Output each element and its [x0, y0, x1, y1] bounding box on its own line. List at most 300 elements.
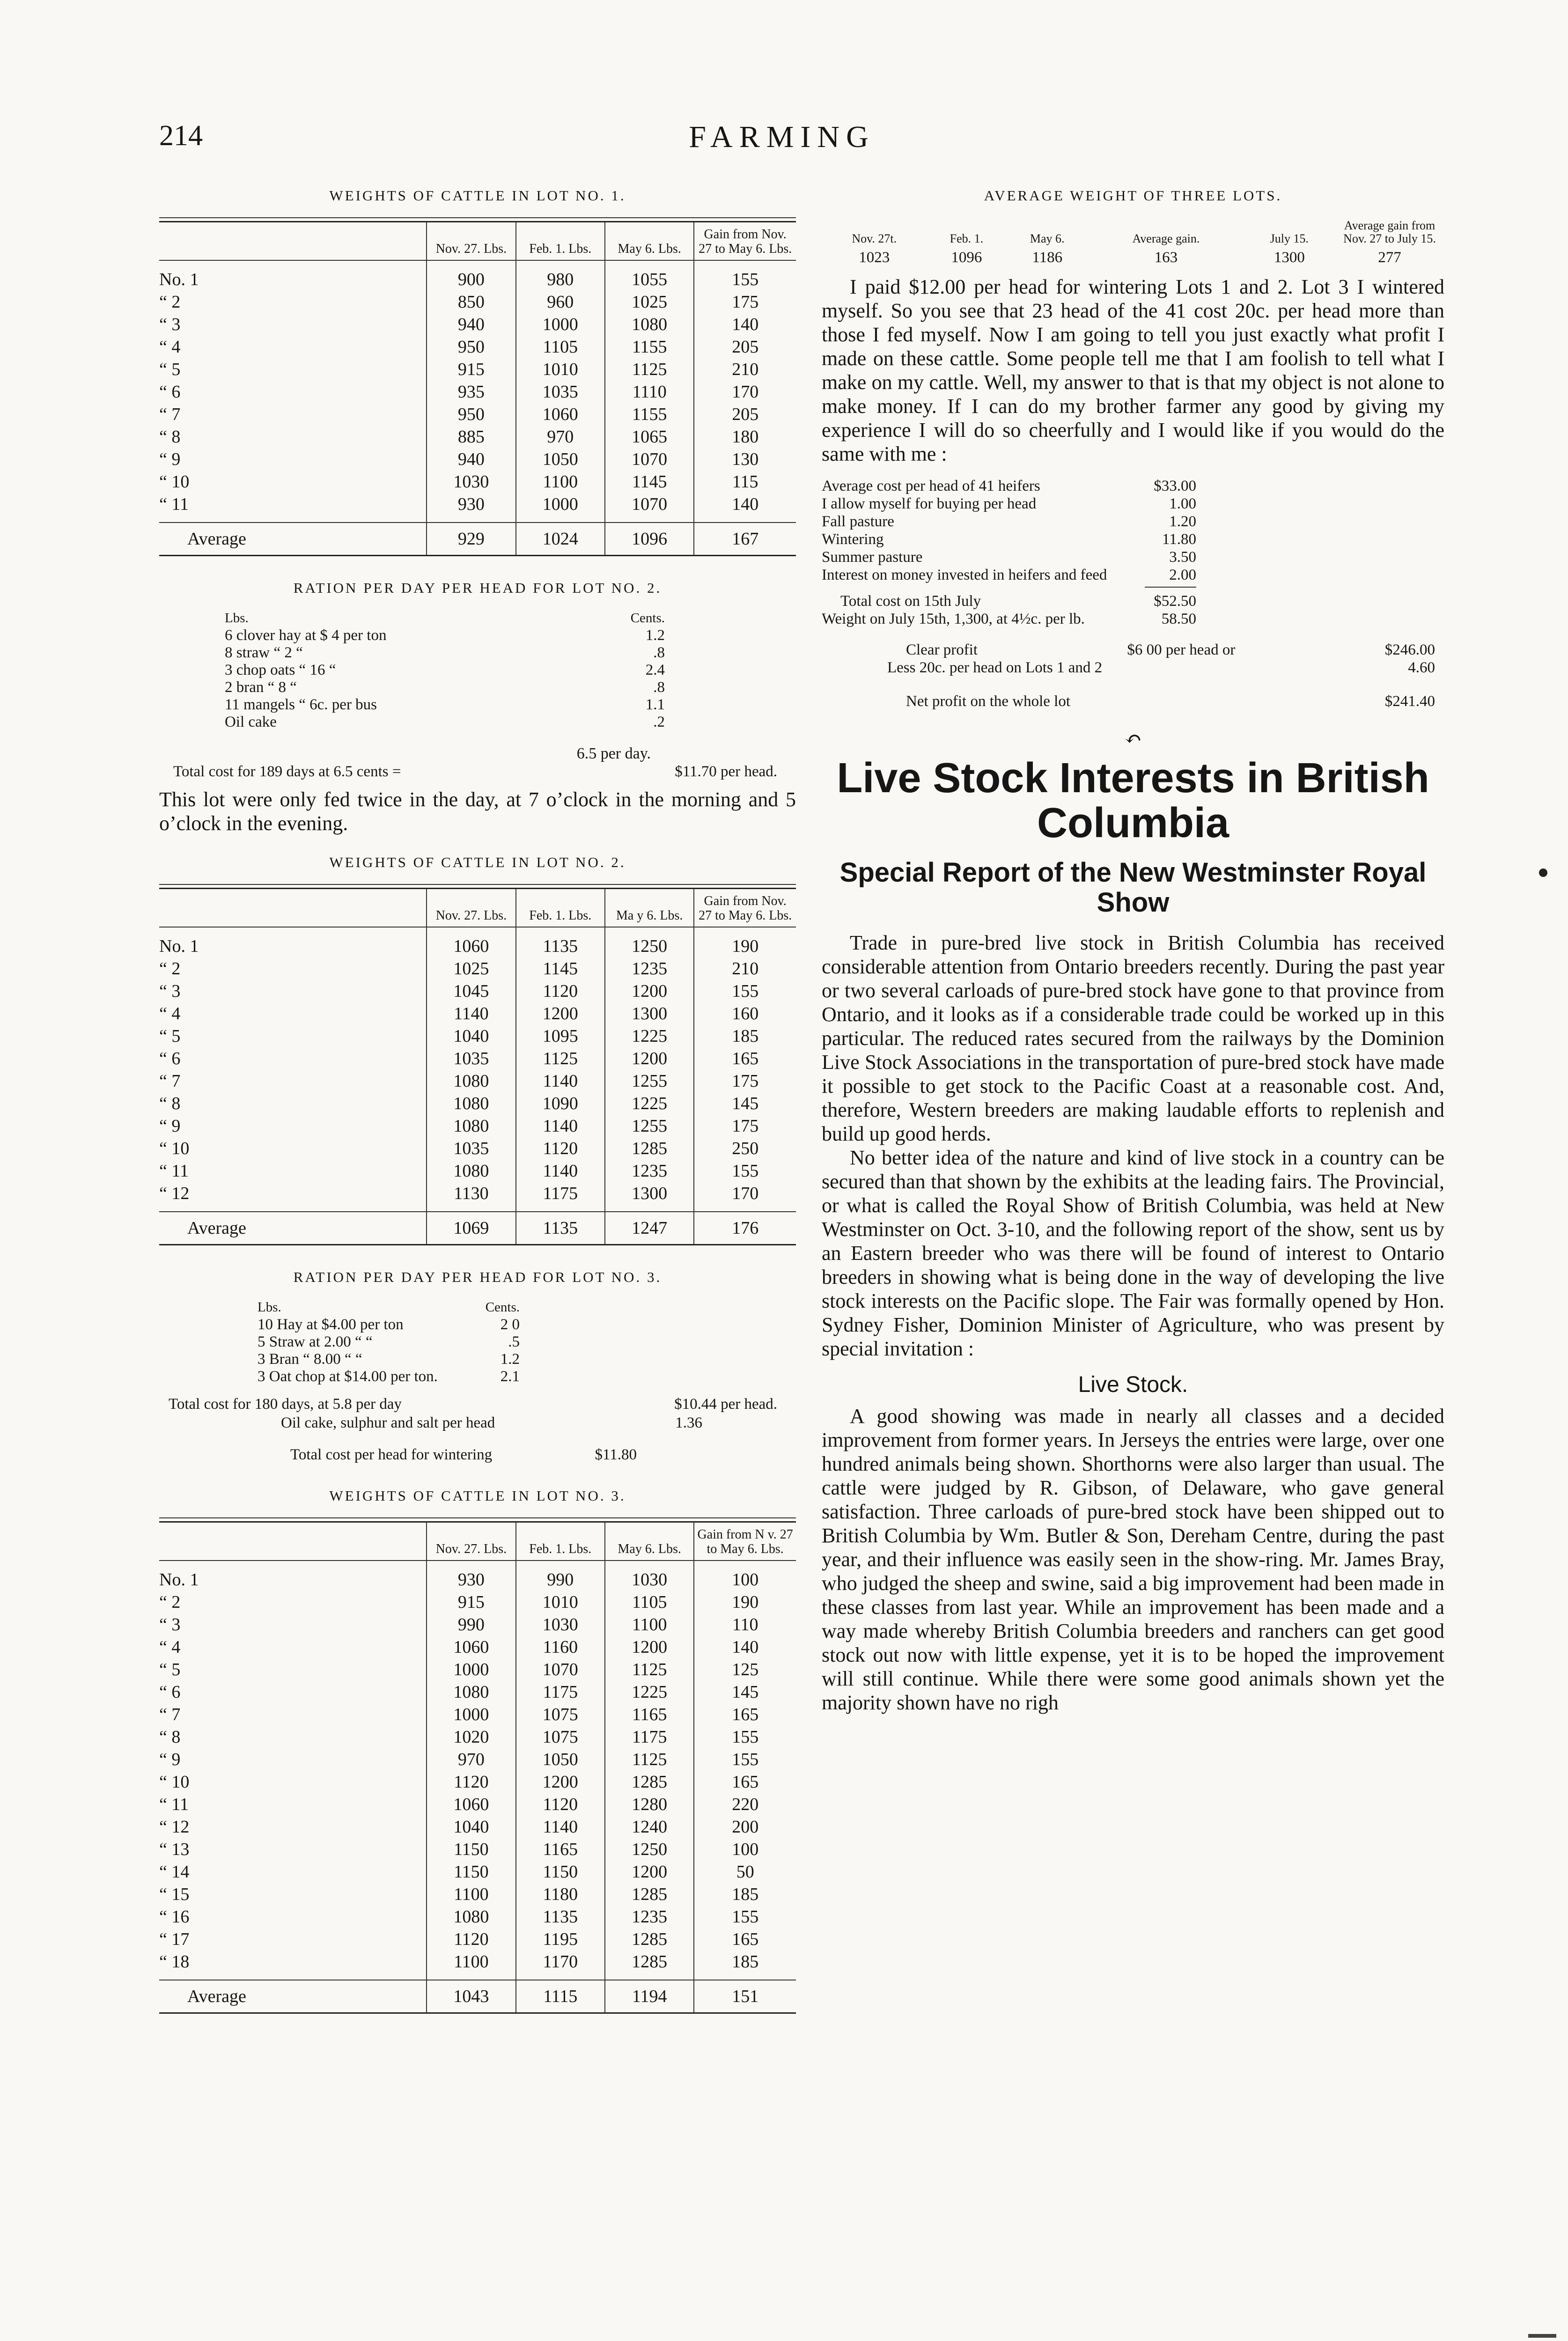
cost-value: $11.70 per head.: [675, 763, 777, 780]
weight-cell: 1030: [516, 1613, 605, 1636]
weight-cell: 220: [694, 1793, 796, 1816]
weight-cell: 185: [694, 1951, 796, 1980]
weight-cell: 1125: [605, 358, 694, 381]
table-row: [159, 291, 796, 313]
account-row: [822, 513, 1196, 530]
row-header-cell: [159, 1522, 427, 1561]
table-row: [159, 1861, 796, 1883]
weight-cell: 930: [427, 493, 515, 523]
weight-cell: 1150: [516, 1861, 605, 1883]
profit-mid: $6 00 per head or: [1127, 641, 1236, 658]
row-label: “ 8: [159, 1727, 181, 1747]
row-label: “ 12: [159, 1817, 190, 1837]
account-row: [822, 548, 1196, 566]
weight-cell: 140: [694, 1636, 796, 1658]
weight-cell: 940: [427, 313, 515, 336]
row-label: “ 13: [159, 1840, 190, 1859]
average-cell: 151: [694, 1980, 796, 2013]
account-value: 11.80: [1162, 531, 1196, 548]
weight-cell: 1010: [516, 358, 605, 381]
ration-row: [258, 1333, 520, 1351]
average-cell: 1096: [605, 523, 694, 556]
ration-head: [258, 1299, 520, 1316]
weight-cell: 1030: [427, 471, 515, 493]
table-row: [159, 260, 796, 291]
column-header: Average gain from Nov. 27 to July 15.: [1343, 219, 1436, 245]
account-item: Total cost on 15th July: [840, 593, 981, 610]
table-row: [159, 1137, 796, 1160]
ration-cents: .2: [653, 714, 665, 730]
three-lots-table: [822, 217, 1444, 268]
lot2-body: [159, 927, 796, 1212]
row-label: “ 4: [159, 1637, 181, 1657]
account-value: 1.20: [1169, 513, 1196, 530]
ration-item: 6 clover hay at $ 4 per ton: [225, 627, 387, 644]
weight-cell: 1255: [605, 1070, 694, 1092]
weight-cell: 1060: [427, 1636, 515, 1658]
ration-row: [225, 644, 665, 662]
profit-item: Less 20c. per head on Lots 1 and 2: [887, 659, 1103, 676]
weight-cell: 930: [427, 1561, 515, 1591]
table-row: [159, 381, 796, 403]
weight-cell: 1175: [516, 1681, 605, 1703]
right-column: [822, 187, 1444, 1715]
weight-cell: 1035: [516, 381, 605, 403]
average-cell: 1069: [427, 1212, 515, 1245]
column-header: May 6. Lbs.: [605, 222, 694, 261]
weight-cell: 100: [694, 1561, 796, 1591]
table-row: [159, 1703, 796, 1726]
average-cell: 1135: [516, 1212, 605, 1245]
table-row: [159, 1951, 796, 1980]
weight-cell: 950: [427, 403, 515, 426]
weight-cell: 1000: [427, 1703, 515, 1726]
row-label: “ 8: [159, 1094, 181, 1113]
value-cell: 1096: [951, 249, 982, 266]
ration2-caption: RATION PER DAY PER HEAD FOR LOT NO. 2.: [293, 580, 662, 596]
weight-cell: 1235: [605, 1906, 694, 1928]
lot1-body: [159, 260, 796, 523]
row-label: “ 10: [159, 1772, 190, 1792]
weight-cell: 1135: [516, 927, 605, 957]
weight-cell: 1165: [516, 1838, 605, 1861]
weight-cell: 1125: [516, 1047, 605, 1070]
ration-item: 5 Straw at 2.00 “ “: [258, 1333, 373, 1350]
weight-cell: 1000: [516, 313, 605, 336]
column-header: Gain from Nov. 27 to May 6. Lbs.: [694, 889, 796, 928]
column-header: Gain from Nov. 27 to May 6. Lbs.: [694, 222, 796, 261]
ration-cents: .8: [653, 644, 665, 661]
table-row: [159, 1115, 796, 1137]
clear-profit-row: [906, 641, 1435, 659]
cost-value: 1.36: [675, 1414, 702, 1431]
weight-cell: 1125: [605, 1658, 694, 1681]
lot3-table: [159, 1521, 796, 2014]
weight-cell: 935: [427, 381, 515, 403]
average-row: [159, 523, 796, 556]
weight-cell: 185: [694, 1025, 796, 1047]
cents-head: Cents.: [485, 1300, 520, 1315]
weight-cell: 1060: [427, 1793, 515, 1816]
table-rule: [159, 884, 796, 885]
sum-rule: [1145, 587, 1196, 588]
weight-cell: 1145: [605, 471, 694, 493]
account-row: [822, 530, 1196, 548]
ration-item: 8 straw “ 2 “: [225, 644, 303, 661]
weight-cell: 170: [694, 381, 796, 403]
weight-cell: 1055: [605, 260, 694, 291]
account-value: $33.00: [1154, 478, 1196, 494]
profit-value: $246.00: [1384, 641, 1435, 658]
value-cell: 1186: [1032, 249, 1063, 266]
weight-cell: 1025: [605, 291, 694, 313]
weight-cell: 1150: [427, 1861, 515, 1883]
account-item: Interest on money invested in heifers and feed: [822, 567, 1107, 583]
table-row: [159, 1658, 796, 1681]
ration-item: Oil cake: [225, 714, 277, 730]
weight-cell: 1130: [427, 1182, 515, 1212]
weight-cell: 1135: [516, 1906, 605, 1928]
row-label: “ 2: [159, 292, 181, 312]
profit-value: 4.60: [1408, 659, 1435, 676]
weight-cell: 165: [694, 1771, 796, 1793]
row-label: No. 1: [159, 1570, 199, 1590]
profit-item: Clear profit: [906, 641, 978, 658]
weight-cell: 1300: [605, 1182, 694, 1212]
table-row: [159, 1681, 796, 1703]
weight-cell: 1100: [427, 1883, 515, 1906]
cost-label: Oil cake, sulphur and salt per head: [281, 1414, 495, 1431]
column-header: Average gain.: [1132, 232, 1200, 245]
weight-cell: 190: [694, 1591, 796, 1613]
table-row: [159, 1838, 796, 1861]
cents-head: Cents.: [630, 611, 665, 626]
weight-cell: 1285: [605, 1137, 694, 1160]
three-lots-header-row: [822, 217, 1444, 247]
account-item: Average cost per head of 41 heifers: [822, 478, 1040, 494]
row-label: “ 10: [159, 1139, 190, 1158]
cost-label: Total cost for 189 days at 6.5 cents =: [173, 763, 401, 780]
weight-cell: 1095: [516, 1025, 605, 1047]
ration-item: 11 mangels “ 6c. per bus: [225, 696, 377, 713]
weight-cell: 1080: [605, 313, 694, 336]
ration-cents: 1.1: [645, 696, 665, 713]
weight-cell: 1200: [605, 980, 694, 1002]
ration-item: 3 Bran “ 8.00 “ “: [258, 1351, 362, 1368]
cost-value: $10.44 per head.: [674, 1396, 777, 1413]
ration-item: 3 Oat chop at $14.00 per ton.: [258, 1368, 438, 1385]
column-header: Nov. 27. Lbs.: [427, 222, 515, 261]
weight-cell: 1195: [516, 1928, 605, 1951]
weight-cell: 1165: [605, 1703, 694, 1726]
weight-cell: 1175: [516, 1182, 605, 1212]
table-row: [159, 358, 796, 381]
weight-cell: 155: [694, 1906, 796, 1928]
table-row: [159, 1070, 796, 1092]
weight-cell: 1025: [427, 957, 515, 980]
table-row: [159, 1002, 796, 1025]
row-label: “ 9: [159, 1750, 181, 1769]
account-value: 3.50: [1169, 549, 1196, 566]
table-header-row: [159, 222, 796, 261]
net-profit-row: [906, 692, 1435, 710]
feeding-note: This lot were only fed twice in the day, at 7 o’clock in the morning and 5 o’clock in the evening.: [159, 788, 796, 835]
value-cell: 277: [1378, 249, 1401, 266]
ration3-block: [159, 1269, 796, 1464]
ration-row: [258, 1368, 520, 1385]
weight-cell: 1100: [516, 471, 605, 493]
weight-cell: 155: [694, 260, 796, 291]
table-row: [159, 1928, 796, 1951]
row-label: “ 10: [159, 472, 190, 492]
weight-cell: 1225: [605, 1025, 694, 1047]
weight-cell: 205: [694, 403, 796, 426]
weight-cell: 1140: [516, 1816, 605, 1838]
weight-cell: 165: [694, 1928, 796, 1951]
column-header: May 6.: [1030, 232, 1065, 245]
less-row: [887, 659, 1435, 677]
weight-cell: 1200: [605, 1047, 694, 1070]
average-label: Average: [159, 1212, 427, 1245]
weight-cell: 175: [694, 1115, 796, 1137]
weight-cell: 1050: [516, 448, 605, 471]
cost-line: [281, 1413, 777, 1432]
column-header: Feb. 1. Lbs.: [516, 1522, 605, 1561]
average-label: Average: [159, 523, 427, 556]
table-rule: [159, 217, 796, 218]
ration3-total: [290, 1445, 637, 1464]
weight-cell: 1110: [605, 381, 694, 403]
weight-cell: 1070: [605, 493, 694, 523]
average-cell: 1043: [427, 1980, 515, 2013]
row-label: “ 4: [159, 1004, 181, 1023]
weight-cell: 1160: [516, 1636, 605, 1658]
table-row: [159, 313, 796, 336]
row-label: “ 4: [159, 337, 181, 357]
row-label: “ 6: [159, 1682, 181, 1702]
table-row: [159, 1636, 796, 1658]
weight-cell: 1120: [516, 1793, 605, 1816]
account-value: 58.50: [1161, 611, 1196, 627]
row-label: “ 2: [159, 1592, 181, 1612]
table-header-row: [159, 889, 796, 928]
lot3-caption: WEIGHTS OF CATTLE IN LOT NO. 3.: [329, 1487, 626, 1504]
weight-cell: 1105: [605, 1591, 694, 1613]
scan-mark: [1528, 2334, 1556, 2338]
ration3-rows: [258, 1316, 520, 1385]
ration-item: 3 chop oats “ 16 “: [225, 662, 336, 678]
row-label: “ 6: [159, 1049, 181, 1068]
weight-cell: 155: [694, 980, 796, 1002]
table-row: [159, 336, 796, 358]
column-header: Nov. 27. Lbs.: [427, 889, 515, 928]
row-label: “ 14: [159, 1862, 190, 1882]
ration-row: [225, 679, 665, 696]
weight-cell: 1200: [516, 1771, 605, 1793]
weight-cell: 900: [427, 260, 515, 291]
average-row: [159, 1212, 796, 1245]
row-label: “ 3: [159, 1615, 181, 1634]
lot1-table: [159, 221, 796, 556]
weight-cell: 210: [694, 957, 796, 980]
weight-cell: 130: [694, 448, 796, 471]
weight-cell: 1100: [427, 1951, 515, 1980]
table-row: [159, 1613, 796, 1636]
weight-cell: 110: [694, 1613, 796, 1636]
row-label: “ 3: [159, 981, 181, 1001]
row-label: “ 7: [159, 1705, 181, 1724]
weight-cell: 885: [427, 426, 515, 448]
column-header: Nov. 27t.: [852, 232, 897, 245]
ornament-icon: ↶: [1124, 728, 1142, 751]
table-row: [159, 1591, 796, 1613]
row-label: “ 5: [159, 360, 181, 379]
column-header: Feb. 1. Lbs.: [516, 889, 605, 928]
weight-cell: 165: [694, 1047, 796, 1070]
table-row: [159, 1793, 796, 1816]
table-row: [159, 1160, 796, 1182]
weight-cell: 160: [694, 1002, 796, 1025]
total-label: Total cost per head for wintering: [290, 1446, 493, 1463]
weight-cell: 1105: [516, 336, 605, 358]
running-head: FARMING: [689, 120, 875, 154]
weight-cell: 190: [694, 927, 796, 957]
weight-cell: 1010: [516, 1591, 605, 1613]
lbs-head: Lbs.: [225, 611, 249, 626]
cost-line: [169, 1395, 777, 1413]
table-row: [159, 1561, 796, 1591]
weight-cell: 1035: [427, 1137, 515, 1160]
lbs-head: Lbs.: [258, 1300, 281, 1315]
page-number: 214: [159, 120, 203, 152]
row-label: “ 18: [159, 1952, 190, 1972]
weight-cell: 1035: [427, 1047, 515, 1070]
table-row: [159, 1816, 796, 1838]
value-cell: 1023: [859, 249, 890, 266]
account-value: $52.50: [1154, 593, 1196, 610]
weight-cell: 1225: [605, 1681, 694, 1703]
article-subtitle: Special Report of the New Westminster Royal Show: [839, 857, 1427, 918]
weight-cell: 1050: [516, 1748, 605, 1771]
row-header-cell: [159, 222, 427, 261]
weight-cell: 1155: [605, 403, 694, 426]
weight-cell: 1300: [605, 1002, 694, 1025]
weight-cell: 1070: [605, 448, 694, 471]
weight-cell: 1250: [605, 1838, 694, 1861]
row-header-cell: [159, 889, 427, 928]
table-row: [159, 448, 796, 471]
row-label: “ 7: [159, 405, 181, 424]
weight-cell: 1255: [605, 1115, 694, 1137]
table-row: [159, 1047, 796, 1070]
weight-cell: 205: [694, 336, 796, 358]
weight-cell: 1250: [605, 927, 694, 957]
weight-cell: 1140: [516, 1160, 605, 1182]
weight-cell: 1150: [427, 1838, 515, 1861]
weight-cell: 950: [427, 336, 515, 358]
weight-cell: 1285: [605, 1951, 694, 1980]
weight-cell: 1000: [427, 1658, 515, 1681]
weight-cell: 990: [427, 1613, 515, 1636]
weight-cell: 980: [516, 260, 605, 291]
table-row: [159, 403, 796, 426]
average-cell: 1247: [605, 1212, 694, 1245]
weight-cell: 970: [427, 1748, 515, 1771]
ration-row: [225, 627, 665, 644]
weight-cell: 1140: [516, 1115, 605, 1137]
account-rows: [822, 477, 1196, 584]
weight-cell: 140: [694, 313, 796, 336]
weight-cell: 1125: [605, 1748, 694, 1771]
account-item: I allow myself for buying per head: [822, 495, 1037, 512]
column-header: Feb. 1.: [950, 232, 984, 245]
weight-cell: 1040: [427, 1816, 515, 1838]
value-cell: 163: [1154, 249, 1178, 266]
row-label: “ 3: [159, 315, 181, 334]
average-row: [159, 1980, 796, 2013]
row-label: “ 16: [159, 1907, 190, 1927]
table-row: [159, 957, 796, 980]
ration-cents: 2.1: [500, 1368, 520, 1385]
row-label: “ 5: [159, 1026, 181, 1046]
weight-cell: 1075: [516, 1726, 605, 1748]
weight-cell: 1140: [516, 1070, 605, 1092]
page-header: [159, 119, 1405, 171]
three-lots-value-row: [822, 247, 1444, 268]
table-header-row: [159, 1522, 796, 1561]
ration-head: [225, 610, 665, 627]
row-label: “ 15: [159, 1885, 190, 1904]
row-label: “ 17: [159, 1929, 190, 1949]
weight-cell: 155: [694, 1748, 796, 1771]
weight-cell: 1080: [427, 1906, 515, 1928]
table-row: [159, 980, 796, 1002]
row-label: “ 12: [159, 1184, 190, 1203]
weight-cell: 1180: [516, 1883, 605, 1906]
column-header: Gain from N v. 27 to May 6. Lbs.: [694, 1522, 796, 1561]
average-cell: 929: [427, 523, 515, 556]
weight-cell: 1065: [605, 426, 694, 448]
ration-row: [258, 1316, 520, 1333]
weight-cell: 940: [427, 448, 515, 471]
weight-cell: 1200: [605, 1861, 694, 1883]
table-row: [159, 426, 796, 448]
article-title: Live Stock Interests in British Columbia: [837, 755, 1429, 847]
weight-cell: 185: [694, 1883, 796, 1906]
account-value: 2.00: [1169, 567, 1196, 583]
table-row: [159, 1092, 796, 1115]
three-lots-caption: AVERAGE WEIGHT OF THREE LOTS.: [984, 187, 1282, 204]
ration-cents: 1.2: [645, 627, 665, 644]
lot2-table: [159, 888, 796, 1245]
value-cell: 1300: [1274, 249, 1305, 266]
weight-cell: 210: [694, 358, 796, 381]
table-row: [159, 1726, 796, 1748]
ration3-cost-lines: [169, 1395, 777, 1432]
table-row: [159, 1025, 796, 1047]
weight-cell: 175: [694, 1070, 796, 1092]
weight-cell: 125: [694, 1658, 796, 1681]
row-label: “ 9: [159, 1116, 181, 1136]
weight-cell: 1235: [605, 957, 694, 980]
total-value: $11.80: [595, 1446, 637, 1463]
profit-item: Net profit on the whole lot: [906, 693, 1071, 710]
account-block: [822, 477, 1196, 628]
table-row: [159, 1883, 796, 1906]
weight-cell: 170: [694, 1182, 796, 1212]
profit-block: [887, 641, 1435, 710]
weight-cell: 1120: [427, 1771, 515, 1793]
